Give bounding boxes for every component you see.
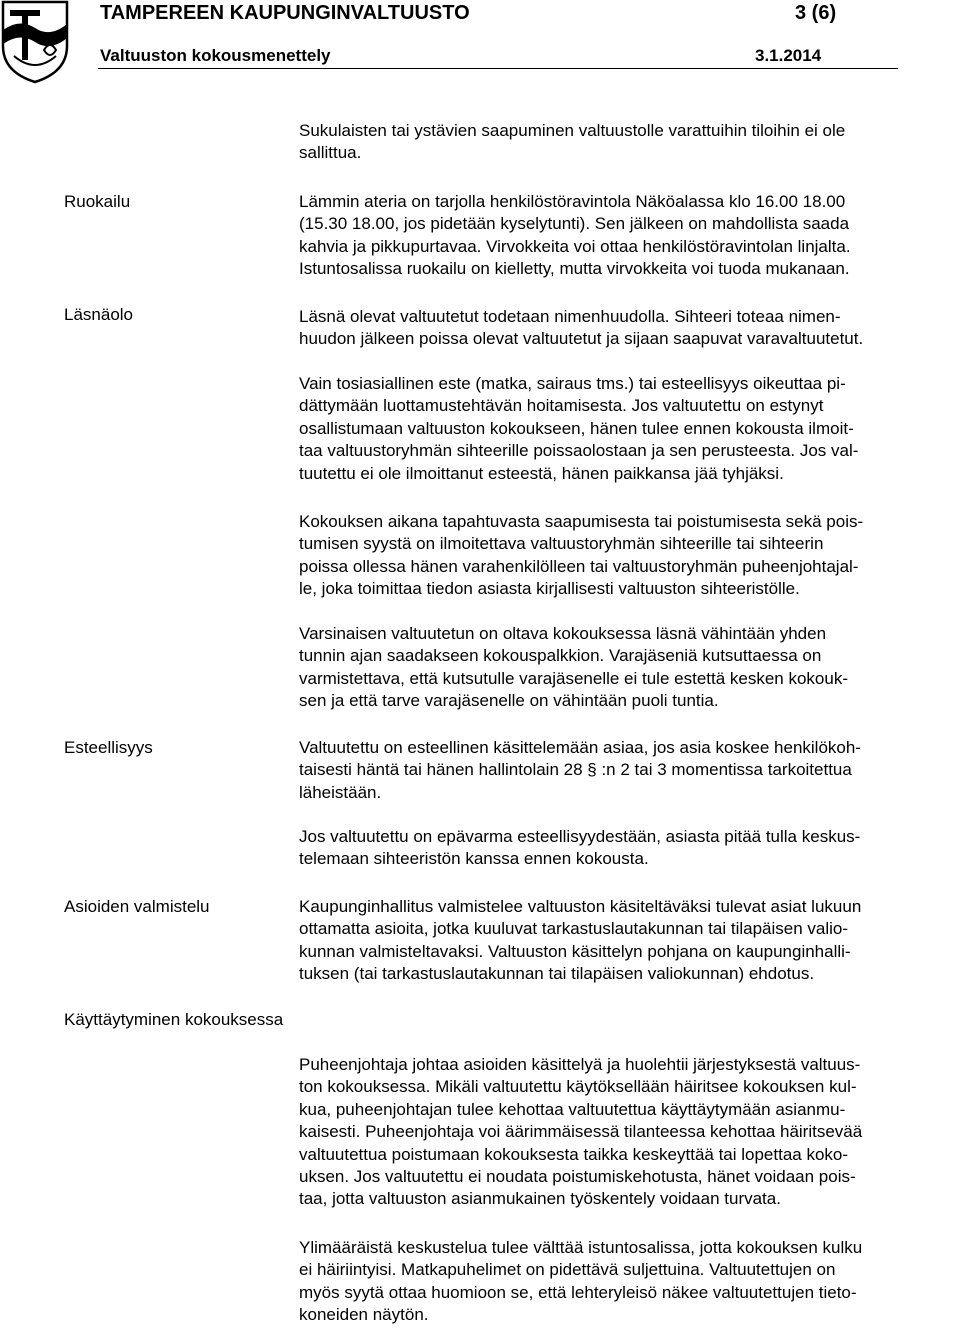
paragraph-meeting-fee xyxy=(299,623,955,713)
text-line: taa, jotta valtuuston asianmukainen työskentely voidaan turvata. xyxy=(299,1189,781,1209)
header-title: TAMPEREEN KAUPUNGINVALTUUSTO xyxy=(100,2,470,24)
city-crest-logo xyxy=(0,0,70,84)
text-line: läheistään. xyxy=(299,782,382,802)
paragraph-absence xyxy=(299,373,955,485)
text-line: Kaupunginhallitus valmistelee valtuuston käsiteltäväksi tulevat asiat lukuun xyxy=(299,897,862,916)
text-line: kunnan valmisteltavaksi. Valtuuston käsittelyn pohjana on kaupunginhalli- xyxy=(299,941,851,961)
paragraph-disqualification xyxy=(299,737,955,804)
text-line: taa valtuustoryhmän sihteerille poissaolostaan ja sen perusteesta. Jos val- xyxy=(299,441,859,461)
section-label-valmistelu: Asioiden valmistelu xyxy=(64,897,210,916)
paragraph-ruokailu xyxy=(299,191,955,281)
text-line: poissa ollessa hänen varahenkilölleen tai valtuustoryhmän puheenjohtajal- xyxy=(299,556,859,576)
text-line: tunnin ajan saadakseen kokouspalkkion. Varajäseniä kutsuttaessa on xyxy=(299,646,822,666)
text-line: tumisen syystä on ilmoitettava valtuustoryhmän sihteerille tai sihteerin xyxy=(299,534,824,554)
text-line: (15.30 18.00, jos pidetään kyselytunti). Sen jälkeen on mahdollista saada xyxy=(299,214,850,234)
section-label-ruokailu: Ruokailu xyxy=(64,192,131,211)
paragraph-arrival-departure xyxy=(299,511,955,601)
section-label-esteellisyys: Esteellisyys xyxy=(64,738,153,757)
header-page-number: 3 (6) xyxy=(795,2,837,24)
text-line: dättymään luottamustehtävän hoitamisesta. Jos valtuutettu on estynyt xyxy=(299,396,824,416)
text-line: Kokouksen aikana tapahtuvasta saapumisesta tai poistumisesta sekä pois- xyxy=(299,512,864,531)
text-line: valtuutettua poistumaan kokouksesta taikka keskeyttää tai lopettaa koko- xyxy=(299,1144,849,1164)
text-line: Läsnä olevat valtuutetut todetaan nimenhuudolla. Sihteeri toteaa nimen- xyxy=(299,307,841,326)
text-line: Vain tosiasiallinen este (matka, sairaus tms.) tai esteellisyys oikeuttaa pi- xyxy=(299,374,846,393)
text-line: kaisesti. Puheenjohtaja voi äärimmäisessä tilanteessa kehottaa häiritsevää xyxy=(299,1122,863,1142)
text-line: tuksen (tai tarkastuslautakunnan tai tilapäisen valiokunnan) ehdotus. xyxy=(299,964,815,984)
text-line: Puheenjohtaja johtaa asioiden käsittelyä ja huolehtii järjestyksestä valtuus- xyxy=(299,1055,861,1074)
text-line: ei häiriintyisi. Matkapuhelimet on pidettävä suljettuina. Valtuutettujen on xyxy=(299,1260,836,1280)
text-line: ottamatta asioita, jotka kuuluvat tarkastuslautakunnan tai tilapäisen valio- xyxy=(299,919,849,939)
text-line: huudon jälkeen poissa olevat valtuutetut ja sijaan saapuvat varavaltuutetut. xyxy=(299,329,864,349)
text-line: Ylimääräistä keskustelua tulee välttää istuntosalissa, jotta kokouksen kulku xyxy=(299,1238,863,1257)
text-line: taisesti häntä tai hänen hallintolain 28 § :n 2 tai 3 momentissa tarkoitettua xyxy=(299,760,852,780)
paragraph-discussion xyxy=(299,1237,955,1327)
text-line: myös syytä ottaa huomioon se, että lehteryleisö näkee valtuutettujen tieto- xyxy=(299,1282,857,1302)
paragraph-roll-call xyxy=(299,306,955,351)
text-line: Varsinaisen valtuutetun on oltava kokouksessa läsnä vähintään yhden xyxy=(299,624,827,643)
text-line: telemaan sihteeristön kanssa ennen kokousta. xyxy=(299,849,649,869)
paragraph-relatives xyxy=(299,120,955,165)
text-line: ton kokouksessa. Mikäli valtuutettu käytöksellään häiritsee kokouksen kul- xyxy=(299,1077,857,1097)
text-line: varmistettava, että kutsutulle varajäsenelle ei tule estettä kesken kokouk- xyxy=(299,668,849,688)
text-line: Lämmin ateria on tarjolla henkilöstöravintola Näköalassa klo 16.00 18.00 xyxy=(299,192,846,211)
text-line: Istuntosalissa ruokailu on kielletty, mutta virvokkeita voi tuoda mukanaan. xyxy=(299,259,850,279)
paragraph-conduct xyxy=(299,1054,955,1211)
text-line: Jos valtuutettu on epävarma esteellisyydestään, asiasta pitää tulla keskus- xyxy=(299,827,861,846)
header-divider xyxy=(98,68,898,69)
header-date: 3.1.2014 xyxy=(755,46,822,65)
paragraph-disqualification-uncertain xyxy=(299,826,955,871)
section-label-kayttaytyminen: Käyttäytyminen kokouksessa xyxy=(64,1010,284,1029)
text-line: Sukulaisten tai ystävien saapuminen valtuustolle varattuihin tiloihin ei ole xyxy=(299,121,846,140)
text-line: sen ja että tarve varajäsenelle on vähintään puoli tuntia. xyxy=(299,691,719,711)
text-line: le, joka toimittaa tiedon asiasta kirjallisesti valtuuston sihteeristölle. xyxy=(299,579,800,599)
text-line: kahvia ja pikkupurtavaa. Virvokkeita voi ottaa henkilöstöravintolan linjalta. xyxy=(299,236,851,256)
paragraph-preparation xyxy=(299,896,955,986)
text-line: koneiden näytön. xyxy=(299,1305,429,1325)
text-line: Valtuutettu on esteellinen käsittelemään asiaa, jos asia koskee henkilökoh- xyxy=(299,738,861,757)
text-line: kua, puheenjohtajan tulee kehottaa valtuutettua käyttäytymään asianmu- xyxy=(299,1099,846,1119)
header-subtitle: Valtuuston kokousmenettely xyxy=(100,46,331,65)
text-line: osallistumaan valtuuston kokoukseen, hänen tulee ennen kokousta ilmoit- xyxy=(299,418,854,438)
text-line: uksen. Jos valtuutettu ei noudata poistumiskehotusta, hänet voidaan pois- xyxy=(299,1167,856,1187)
text-line: tuutettu ei ole ilmoittanut esteestä, hänen paikkansa jää tyhjäksi. xyxy=(299,463,784,483)
section-label-lasnaolo: Läsnäolo xyxy=(64,305,134,324)
text-line: sallittua. xyxy=(299,143,362,163)
